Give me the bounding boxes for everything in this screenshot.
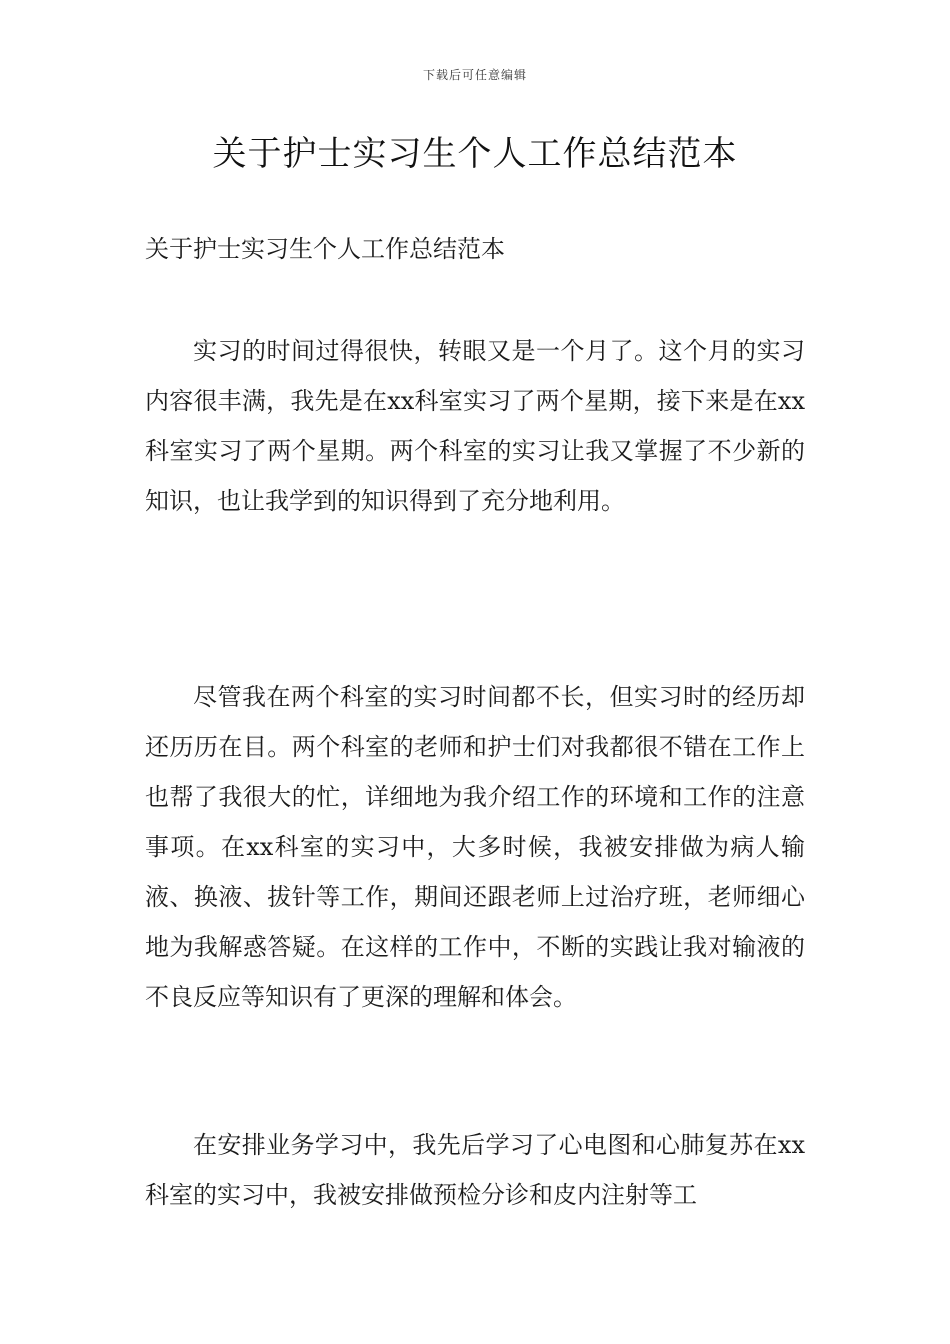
paragraph-1: 实习的时间过得很快，转眼又是一个月了。这个月的实习内容很丰满，我先是在xx科室实习了两个星期，接下来是在xx科室实习了两个星期。两个科室的实习让我又掌握了不少新的知识，也让我学到的知识得到了充分地利用。 <box>145 337 805 515</box>
document-subtitle: 关于护士实习生个人工作总结范本 <box>145 235 505 263</box>
paragraph-3: 在安排业务学习中，我先后学习了心电图和心肺复苏在xx科室的实习中，我被安排做预检分诊和皮内注射等工 <box>145 1131 805 1209</box>
header-note: 下载后可任意编辑 <box>422 68 527 82</box>
document-title: 关于护士实习生个人工作总结范本 <box>212 134 738 174</box>
paragraph-2: 尽管我在两个科室的实习时间都不长，但实习时的经历却还历历在目。两个科室的老师和护士们对我都很不错在工作上也帮了我很大的忙，详细地为我介绍工作的环境和工作的注意事项。在xx科室的实习中，大多时候，我被安排做为病人输液、换液、拔针等工作，期间还跟老师上过治疗班，老师细心地为我解惑答疑。在这样的工作中，不断的实践让我对输液的不良反应等知识有了更深的理解和体会。 <box>145 683 805 1011</box>
